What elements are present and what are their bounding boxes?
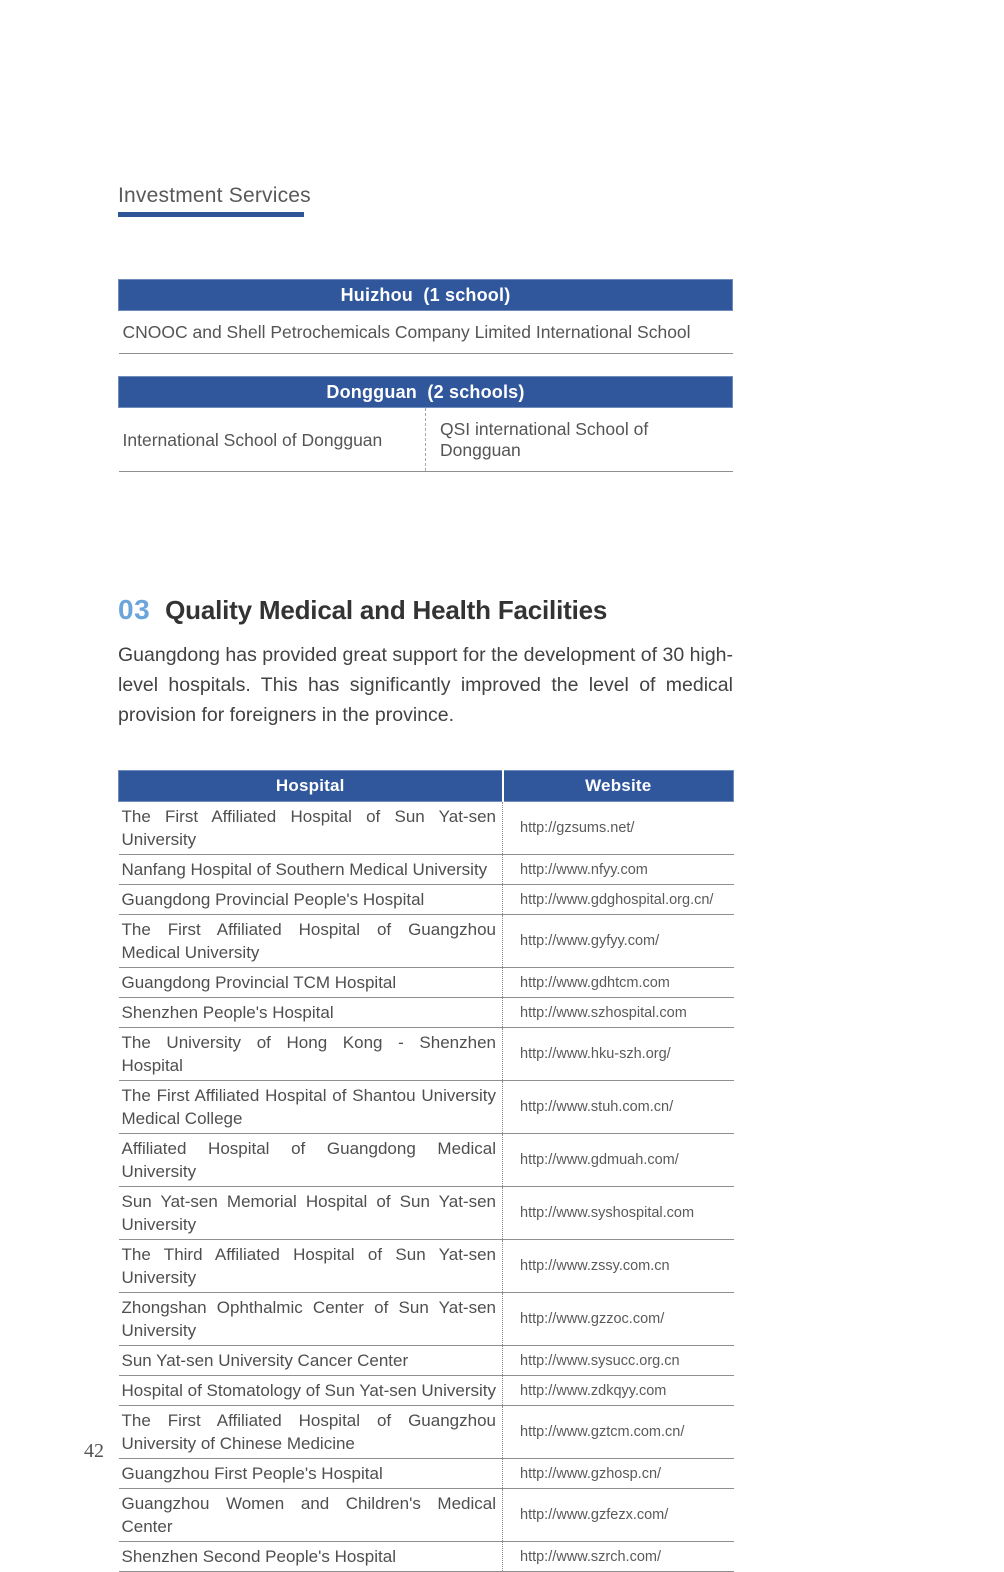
- hospital-website: http://www.syshospital.com: [503, 1187, 734, 1240]
- section-number: 03: [118, 594, 151, 625]
- table-row: [119, 1406, 734, 1459]
- table-row: [119, 1134, 734, 1187]
- hospital-name: The First Affiliated Hospital of Guangzhou Medical University: [119, 915, 503, 968]
- huizhou-schools-table: [118, 279, 733, 354]
- hospital-website: http://www.szrch.com/: [503, 1542, 734, 1572]
- hospital-name: The First Affiliated Hospital of Guangzhou University of Chinese Medicine: [119, 1406, 503, 1459]
- hospital-website: http://www.gdghospital.org.cn/: [503, 885, 734, 915]
- hospital-website: http://gzsums.net/: [503, 802, 734, 855]
- hospital-website: http://www.stuh.com.cn/: [503, 1081, 734, 1134]
- table-header-row: [119, 771, 734, 802]
- table-row: [119, 1459, 734, 1489]
- hospital-name: Guangzhou Women and Children's Medical Center: [119, 1489, 503, 1542]
- hospital-website: http://www.zssy.com.cn: [503, 1240, 734, 1293]
- table-row: [119, 885, 734, 915]
- table-row: [119, 1542, 734, 1572]
- table-row: [119, 408, 733, 472]
- running-head: [118, 0, 733, 217]
- table-row: [119, 855, 734, 885]
- hospital-website: http://www.gztcm.com.cn/: [503, 1406, 734, 1459]
- hospital-table: [118, 770, 734, 1572]
- hospital-name: Guangzhou First People's Hospital: [119, 1459, 503, 1489]
- section-heading: [118, 594, 733, 626]
- website-column-header: Website: [503, 771, 734, 802]
- hospital-name: Hospital of Stomatology of Sun Yat-sen University: [119, 1376, 503, 1406]
- hospital-name: The First Affiliated Hospital of Shantou University Medical College: [119, 1081, 503, 1134]
- hospital-website: http://www.hku-szh.org/: [503, 1028, 734, 1081]
- hospital-column-header: Hospital: [119, 771, 503, 802]
- table-row: [119, 968, 734, 998]
- table-row: [119, 998, 734, 1028]
- hospital-name: Sun Yat-sen University Cancer Center: [119, 1346, 503, 1376]
- dongguan-schools-table: [118, 376, 733, 472]
- table-row: [119, 1240, 734, 1293]
- table-header-row: [119, 280, 733, 311]
- table-row: [119, 1081, 734, 1134]
- table-row: [119, 311, 733, 354]
- table-row: [119, 1187, 734, 1240]
- table-row: [119, 802, 734, 855]
- section-title: Quality Medical and Health Facilities: [165, 595, 608, 625]
- hospital-website: http://www.szhospital.com: [503, 998, 734, 1028]
- hospital-name: Zhongshan Ophthalmic Center of Sun Yat-sen University: [119, 1293, 503, 1346]
- table-row: [119, 1028, 734, 1081]
- hospital-name: Guangdong Provincial TCM Hospital: [119, 968, 503, 998]
- dongguan-table-header: Dongguan (2 schools): [119, 377, 733, 408]
- table-row: [119, 915, 734, 968]
- hospital-name: Shenzhen Second People's Hospital: [119, 1542, 503, 1572]
- hospital-website: http://www.gdmuah.com/: [503, 1134, 734, 1187]
- running-head-underline: [118, 212, 304, 217]
- hospital-name: The University of Hong Kong - Shenzhen Hospital: [119, 1028, 503, 1081]
- hospital-name: Sun Yat-sen Memorial Hospital of Sun Yat-sen University: [119, 1187, 503, 1240]
- school-name: QSI international School of Dongguan: [426, 408, 733, 472]
- section-paragraph: Guangdong has provided great support for the development of 30 high-level hospitals. This has significantly improved the level of medical provision for foreigners in the province.: [118, 644, 733, 726]
- hospital-website: http://www.gzhosp.cn/: [503, 1459, 734, 1489]
- running-head-label: Investment Services: [118, 184, 311, 207]
- table-row: [119, 1489, 734, 1542]
- table-row: [119, 1293, 734, 1346]
- hospital-website: http://www.nfyy.com: [503, 855, 734, 885]
- hospital-name: The Third Affiliated Hospital of Sun Yat-sen University: [119, 1240, 503, 1293]
- hospital-website: http://www.zdkqyy.com: [503, 1376, 734, 1406]
- school-name: CNOOC and Shell Petrochemicals Company Limited International School: [119, 311, 733, 354]
- hospital-name: Shenzhen People's Hospital: [119, 998, 503, 1028]
- page-number: 42: [84, 1440, 104, 1462]
- hospital-website: http://www.gzzoc.com/: [503, 1293, 734, 1346]
- hospital-name: Guangdong Provincial People's Hospital: [119, 885, 503, 915]
- school-name: International School of Dongguan: [119, 408, 426, 472]
- hospital-website: http://www.gzfezx.com/: [503, 1489, 734, 1542]
- hospital-name: The First Affiliated Hospital of Sun Yat-sen University: [119, 802, 503, 855]
- hospital-website: http://www.gdhtcm.com: [503, 968, 734, 998]
- huizhou-table-header: Huizhou (1 school): [119, 280, 733, 311]
- hospital-name: Affiliated Hospital of Guangdong Medical University: [119, 1134, 503, 1187]
- hospital-website: http://www.gyfyy.com/: [503, 915, 734, 968]
- hospital-name: Nanfang Hospital of Southern Medical University: [119, 855, 503, 885]
- table-row: [119, 1346, 734, 1376]
- hospital-website: http://www.sysucc.org.cn: [503, 1346, 734, 1376]
- table-row: [119, 1376, 734, 1406]
- page-content: [118, 0, 733, 1572]
- table-header-row: [119, 377, 733, 408]
